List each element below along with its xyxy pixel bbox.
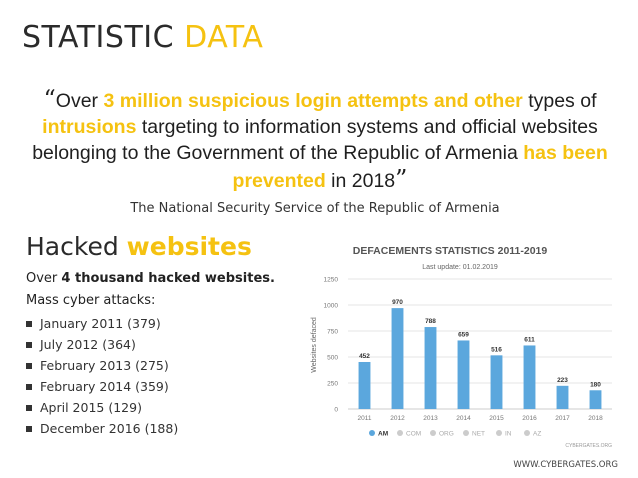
title-word-statistic: STATISTIC xyxy=(22,20,175,55)
list-item-label: December 2016 (188) xyxy=(40,421,179,436)
legend-label: NET xyxy=(472,430,485,438)
intro-bold: 4 thousand hacked websites. xyxy=(61,271,275,286)
bar-value-label: 611 xyxy=(524,336,535,344)
heading-word-websites: websites xyxy=(126,232,252,261)
chart-title: DEFACEMENTS STATISTICS 2011-2019 xyxy=(352,245,548,257)
y-tick-label: 250 xyxy=(327,380,338,388)
legend-marker xyxy=(463,430,469,436)
x-tick-label: 2015 xyxy=(489,415,504,422)
bar xyxy=(392,308,404,409)
quote-text-3: targeting to information systems and official websites belonging to the Government of the Republic of Armenia xyxy=(32,116,598,164)
chart-y-axis-label: Websites defaced xyxy=(311,317,318,373)
quote-open-mark: “ xyxy=(43,85,56,113)
quote-highlight-2: intrusions xyxy=(42,116,137,138)
bar xyxy=(524,345,536,409)
list-item-label: January 2011 (379) xyxy=(40,316,161,331)
bar-value-label: 659 xyxy=(458,331,469,339)
quote-text-4: in 2018 xyxy=(325,170,396,192)
y-tick-label: 0 xyxy=(334,406,338,414)
x-tick-label: 2013 xyxy=(423,415,438,422)
y-tick-label: 500 xyxy=(327,354,338,362)
bar-value-label: 180 xyxy=(590,381,601,389)
legend-label: AM xyxy=(378,430,389,438)
bar xyxy=(557,386,569,409)
legend-marker xyxy=(496,430,502,436)
footer-website: WWW.CYBERGATES.ORG xyxy=(513,460,618,470)
x-tick-label: 2012 xyxy=(390,415,405,422)
legend-marker xyxy=(430,430,436,436)
quote-highlight-1: 3 million suspicious login attempts and other xyxy=(103,90,523,112)
list-item-label: April 2015 (129) xyxy=(40,400,142,415)
bar xyxy=(491,355,503,409)
title-word-data: DATA xyxy=(184,20,264,55)
list-item-label: February 2013 (275) xyxy=(40,358,169,373)
heading-word-hacked: Hacked xyxy=(26,232,119,261)
legend-marker xyxy=(524,430,530,436)
quote-highlight-3: has been prevented xyxy=(232,142,608,192)
bar xyxy=(590,390,602,409)
mass-attacks-label: Mass cyber attacks: xyxy=(26,293,156,308)
x-tick-label: 2011 xyxy=(357,415,372,422)
x-tick-label: 2016 xyxy=(522,415,537,422)
legend-marker xyxy=(397,430,403,436)
chart-subtitle: Last update: 01.02.2019 xyxy=(422,264,498,271)
list-item-label: February 2014 (359) xyxy=(40,379,169,394)
bar xyxy=(425,327,437,409)
legend-label: COM xyxy=(406,430,422,438)
intro-prefix: Over xyxy=(26,271,62,286)
bar xyxy=(458,340,470,409)
legend-label: AZ xyxy=(533,430,542,438)
bar-value-label: 788 xyxy=(425,318,436,326)
quote-source: The National Security Service of the Republic of Armenia xyxy=(130,201,500,216)
legend-label: ORG xyxy=(439,430,454,438)
bar-value-label: 223 xyxy=(557,376,568,384)
legend-marker xyxy=(369,430,375,436)
bar-value-label: 516 xyxy=(491,346,502,354)
legend-label: IN xyxy=(505,430,512,438)
x-tick-label: 2018 xyxy=(588,415,603,422)
x-tick-label: 2017 xyxy=(555,415,570,422)
quote-close-mark: ” xyxy=(395,165,408,193)
bar-value-label: 452 xyxy=(359,352,370,360)
chart-credit: CYBERGATES.ORG xyxy=(565,443,612,449)
list-item-label: July 2012 (364) xyxy=(40,337,136,352)
y-tick-label: 750 xyxy=(327,328,338,336)
bar-value-label: 970 xyxy=(392,299,403,307)
y-tick-label: 1000 xyxy=(323,302,338,310)
x-tick-label: 2014 xyxy=(456,415,471,422)
quote-text-2: types of xyxy=(522,90,597,112)
chart-plot-area xyxy=(324,277,612,423)
y-tick-label: 1250 xyxy=(323,276,338,284)
chart-legend xyxy=(369,430,541,438)
quote-text-1: Over xyxy=(55,90,104,112)
bar xyxy=(359,362,371,409)
